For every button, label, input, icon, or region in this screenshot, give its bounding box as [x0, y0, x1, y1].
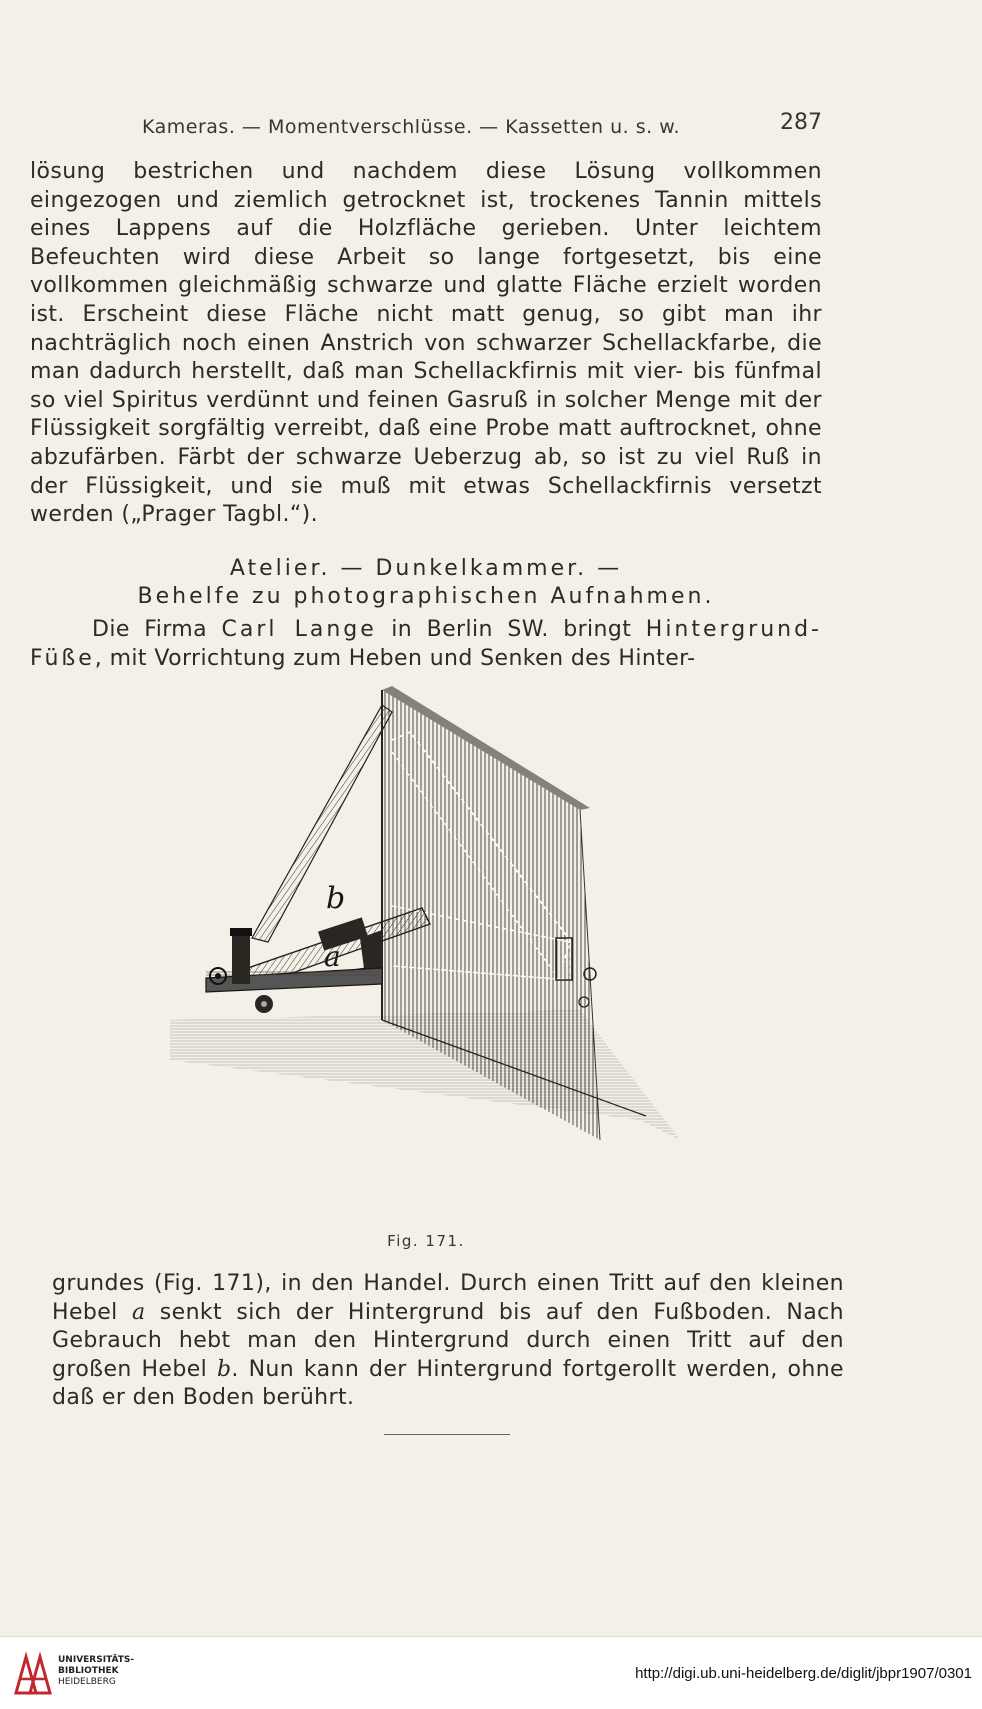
section-heading-behelfe: Behelfe zu photographischen Aufnahmen.: [137, 584, 715, 609]
page-header: [142, 108, 822, 142]
product-name: Hintergrund-Füße: [30, 617, 822, 671]
paragraph-description: [52, 1270, 844, 1413]
paragraph-intro-product: [30, 616, 822, 673]
section-heading-atelier: Atelier. — Dunkelkammer. —: [229, 556, 623, 581]
diagonal-brace: [252, 705, 392, 942]
figure-171-illustration: [160, 680, 720, 1220]
logo-line-1: UNIVERSITÄTS-: [58, 1655, 135, 1665]
p2-text-1: Die Firma: [92, 617, 222, 642]
post: [232, 932, 250, 984]
viewer-footer: [0, 1636, 982, 1709]
running-title: Kameras. — Momentverschlüsse. — Kassetten u. s. w.: [142, 116, 681, 138]
page-number: 287: [780, 110, 822, 135]
logo-line-2: BIBLIOTHEK: [58, 1666, 119, 1676]
p3-text-2: senkt sich der Hintergrund bis auf den Fußboden. Nach Gebrauch hebt man den Hintergrund durch einen Tritt auf den großen Hebel: [52, 1299, 844, 1382]
p3-text-1: grundes (Fig. 171), in den Handel. Durch einen Tritt auf den kleinen Hebel: [52, 1271, 844, 1325]
end-rule: [384, 1434, 510, 1435]
figure-caption: Fig. 171.: [387, 1232, 465, 1250]
logo-line-3: HEIDELBERG: [58, 1677, 116, 1687]
label-a: a: [324, 940, 341, 973]
university-library-logo-icon[interactable]: [12, 1649, 56, 1697]
firm-name: Carl Lange: [221, 617, 377, 642]
p2-text-2: in Berlin SW. bringt: [376, 617, 646, 642]
permalink-url[interactable]: http://digi.ub.uni-heidelberg.de/diglit/jbpr1907/0301: [635, 1665, 972, 1682]
var-a: a: [131, 1299, 146, 1325]
p3-text-3: . Nun kann der Hintergrund fortgerollt werden, ohne daß er den Boden berührt.: [52, 1356, 844, 1411]
logo-text: [58, 1655, 134, 1688]
paragraph-lacquer: lösung bestrichen und nachdem diese Lösung vollkommen eingezogen und ziemlich getrocknet ist, trockenes Tannin mittels eines Lappens auf die Holzfläche gerieben. Unter leichtem Befeuchten wird diese Arbeit so lange fortgesetzt, bis eine vollkommen gleichmäßig schwarze und glatte Fläche erzielt worden ist. Erscheint diese Fläche nicht matt genug, so gibt man ihr nachträglich noch einen Anstrich von schwarzer Schellackfarbe, die man dadurch herstellt, daß man Schellackfirnis mit vier- bis fünfmal so viel Spiritus verdünnt und feinen Gasruß in solcher Menge mit der Flüssigkeit sorgfältig verreibt, daß eine Probe matt auftrocknet, ohne abzufärben. Färbt der schwarze Ueberzug ab, so ist zu viel Ruß in der Flüssigkeit, und sie muß mit etwas Schellackfirnis versetzt werden („Prager Tagbl.“).: [30, 159, 822, 528]
p2-text-3: , mit Vorrichtung zum Heben und Senken des Hinter-: [94, 645, 696, 671]
label-b: b: [326, 881, 346, 916]
var-b: b: [216, 1356, 232, 1382]
